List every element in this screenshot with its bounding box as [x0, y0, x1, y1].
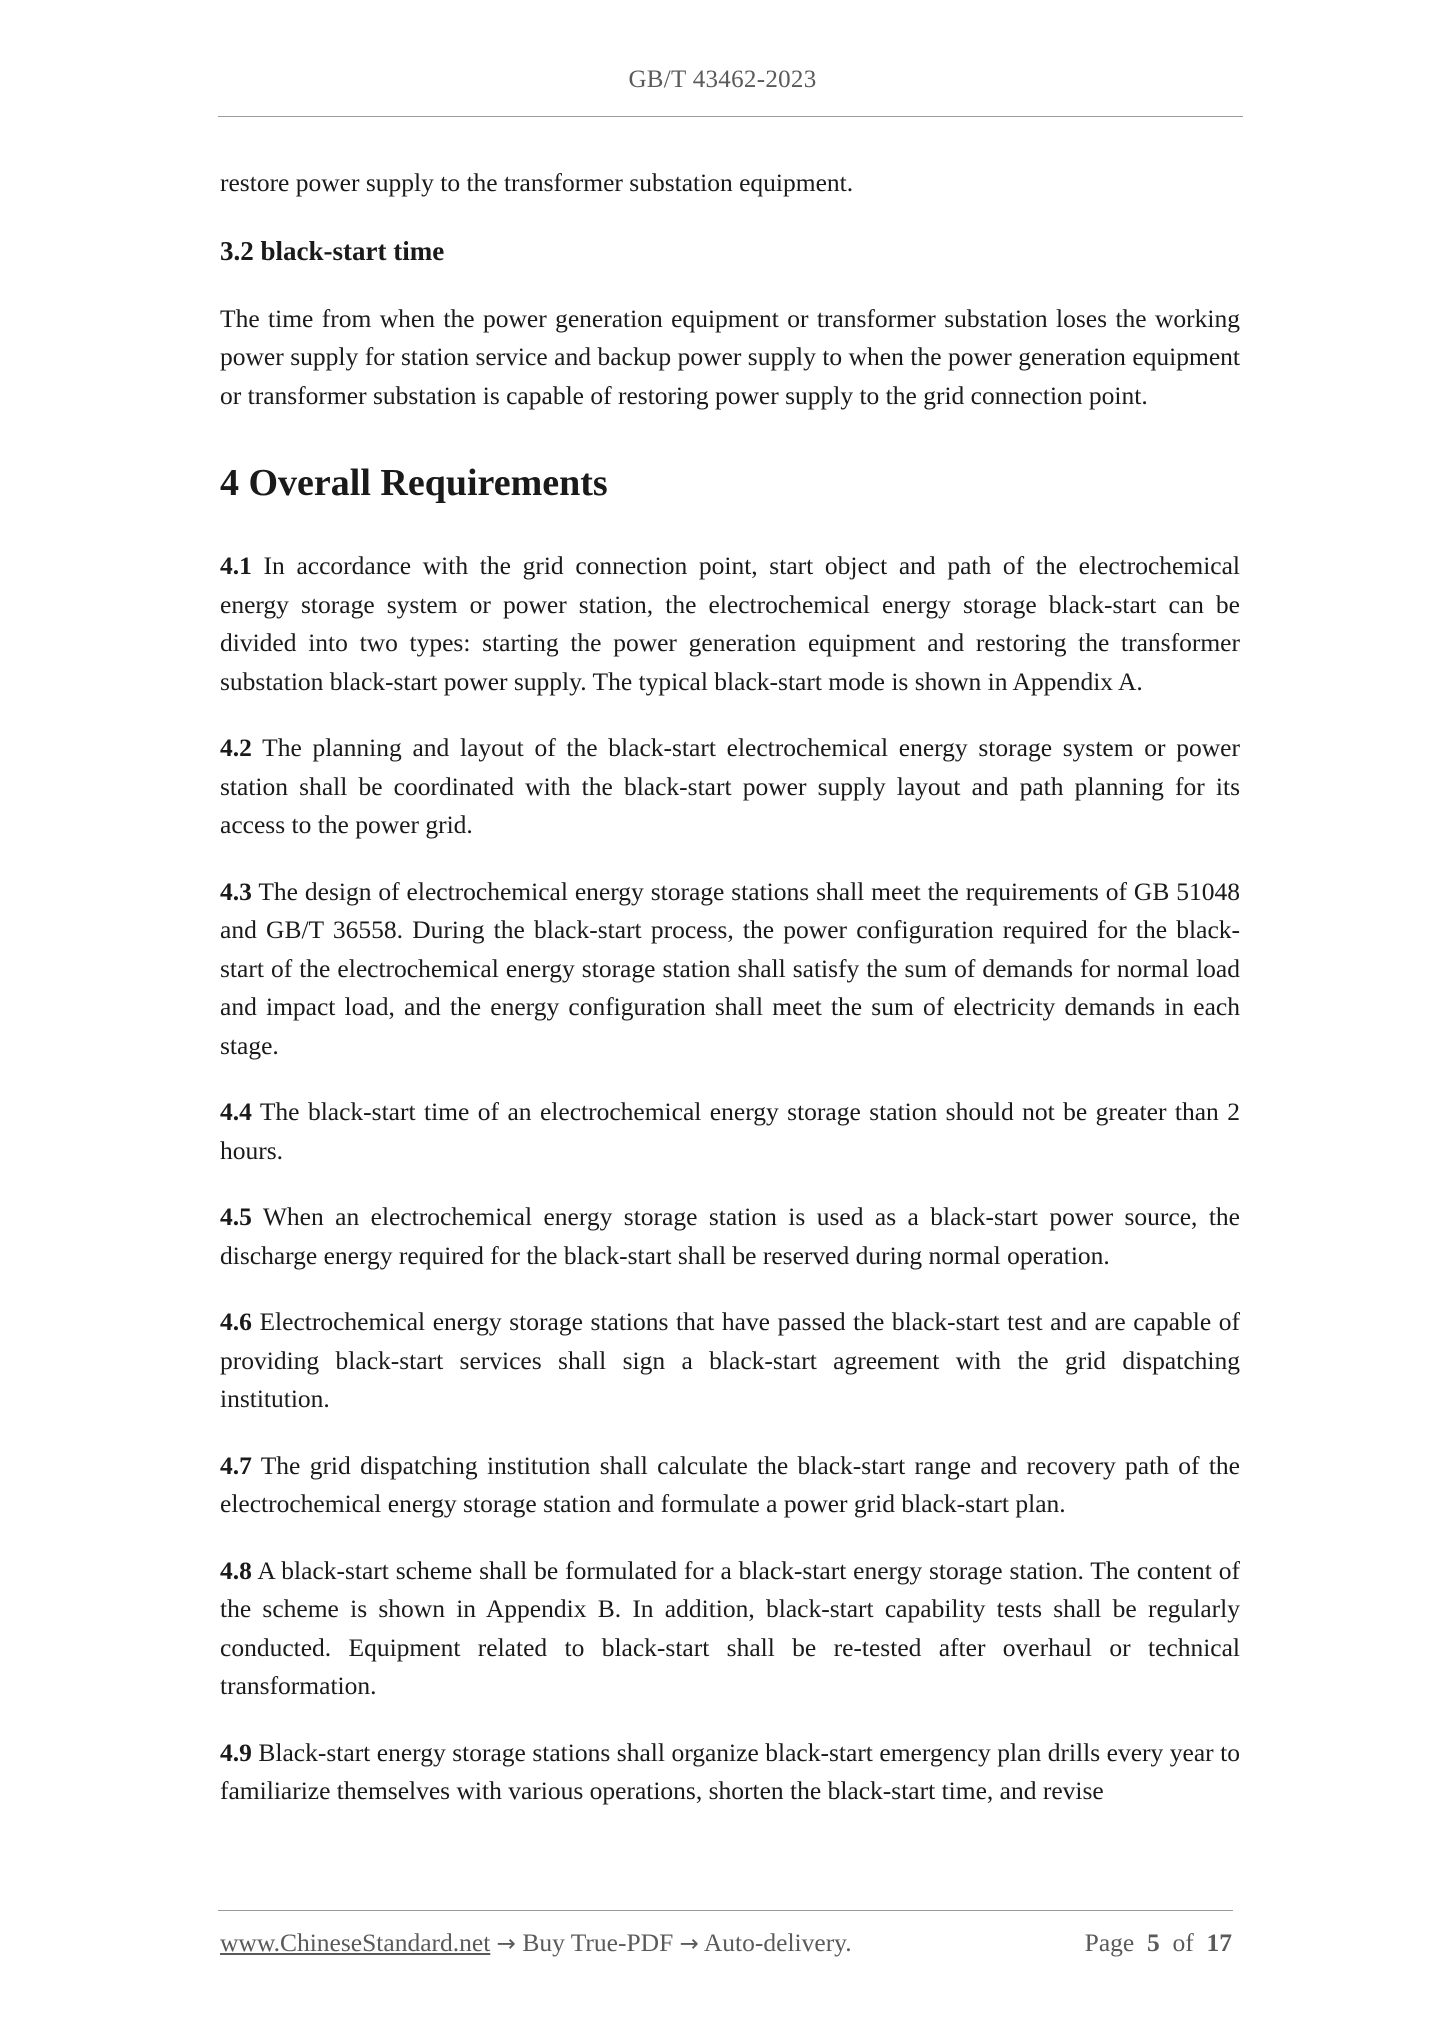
clause-4-2: [220, 729, 1240, 845]
clause-text: The black-start time of an electrochemical energy storage station should not be greater than 2 hours.: [220, 1097, 1240, 1165]
clause-4-7: [220, 1447, 1240, 1524]
clause-4-1: [220, 547, 1240, 701]
header-divider: [218, 116, 1243, 117]
clause-text: Black-start energy storage stations shall organize black-start emergency plan drills every year to familiarize themselves with various operations, shorten the black-start time, and revise: [220, 1737, 1241, 1805]
page-content: [220, 160, 1240, 1811]
buy-pdf-text: Buy True-PDF: [522, 1928, 674, 1957]
clause-text: Electrochemical energy storage stations that have passed the black-start test and are capable of providing black-start services shall sign a black-start agreement with the grid dispatching institution.: [220, 1307, 1240, 1413]
clause-number: 4.3: [220, 876, 252, 906]
clause-number: 4.2: [220, 733, 252, 762]
clause-number: 4.6: [220, 1307, 252, 1336]
clause-text: The planning and layout of the black-start electrochemical energy storage system or power station shall be coordinated with the black-start power supply layout and path planning for its access to the power grid.: [220, 733, 1240, 839]
clause-4-9: [220, 1734, 1240, 1811]
clause-4-5: [220, 1198, 1240, 1275]
clause-number: 4.5: [220, 1202, 252, 1231]
clause-text: In accordance with the grid connection point, start object and path of the electrochemical energy storage system or power station, the electrochemical energy storage black-start can be divided into two types: starting the power generation equipment and restoring the transformer substation black-start power supply. The typical black-start mode is shown in Appendix A.: [220, 551, 1241, 696]
page-of-label: of: [1172, 1928, 1194, 1957]
clause-number: 4.8: [220, 1555, 252, 1585]
term-3-2-definition: The time from when the power generation equipment or transformer substation loses the working power supply for station service and backup power supply to when the power generation equipment or transformer substation is capable of restoring power supply to the grid connection point.: [220, 303, 1240, 410]
clause-number: 4.7: [220, 1450, 252, 1480]
continuation-paragraph: restore power supply to the transformer substation equipment.: [220, 168, 854, 197]
clause-number: 4.4: [220, 1097, 252, 1126]
clause-4-8: [220, 1552, 1240, 1706]
running-header: GB/T 43462-2023: [628, 66, 817, 93]
website-link[interactable]: www.ChineseStandard.net: [220, 1928, 491, 1957]
clause-4-6: [220, 1303, 1240, 1419]
clause-text: A black-start scheme shall be formulated for a black-start energy storage station. The content of the scheme is shown in Appendix B. In addition, black-start capability tests shall be regularly conducted. Equipment related to black-start shall be re-tested after overhaul or technical transformation.: [220, 1555, 1241, 1700]
auto-delivery-text: Auto-delivery.: [703, 1928, 852, 1957]
clause-text: When an electrochemical energy storage station is used as a black-start power source, the discharge energy required for the black-start shall be reserved during normal operation.: [220, 1202, 1240, 1270]
clause-text: The grid dispatching institution shall calculate the black-start range and recovery path of the electrochemical energy storage station and formulate a power grid black-start plan.: [220, 1450, 1240, 1518]
section-4-heading: 4 Overall Requirements: [220, 462, 608, 504]
clause-number: 4.9: [220, 1737, 252, 1767]
clause-4-3: [220, 873, 1240, 1066]
clause-4-4: [220, 1093, 1240, 1170]
footer-divider: [218, 1910, 1233, 1911]
clause-number: 4.1: [220, 551, 252, 580]
clause-text: The design of electrochemical energy storage stations shall meet the requirements of GB 51048 and GB/T 36558. During the black-start process, the power configuration required for the black-start of the electrochemical energy storage station shall satisfy the sum of demands for normal load and impact load, and the energy configuration shall meet the sum of electricity demands in each stage.: [220, 876, 1240, 1060]
term-3-2-heading: 3.2 black-start time: [220, 235, 445, 266]
page-total: 17: [1206, 1928, 1232, 1957]
page-counter: [1085, 1928, 1232, 1958]
arrow-right-icon: →: [679, 1931, 699, 1957]
page-current: 5: [1147, 1928, 1160, 1957]
page-label: Page: [1084, 1928, 1135, 1957]
arrow-right-icon: →: [496, 1931, 516, 1957]
footer-promo: [220, 1928, 852, 1958]
